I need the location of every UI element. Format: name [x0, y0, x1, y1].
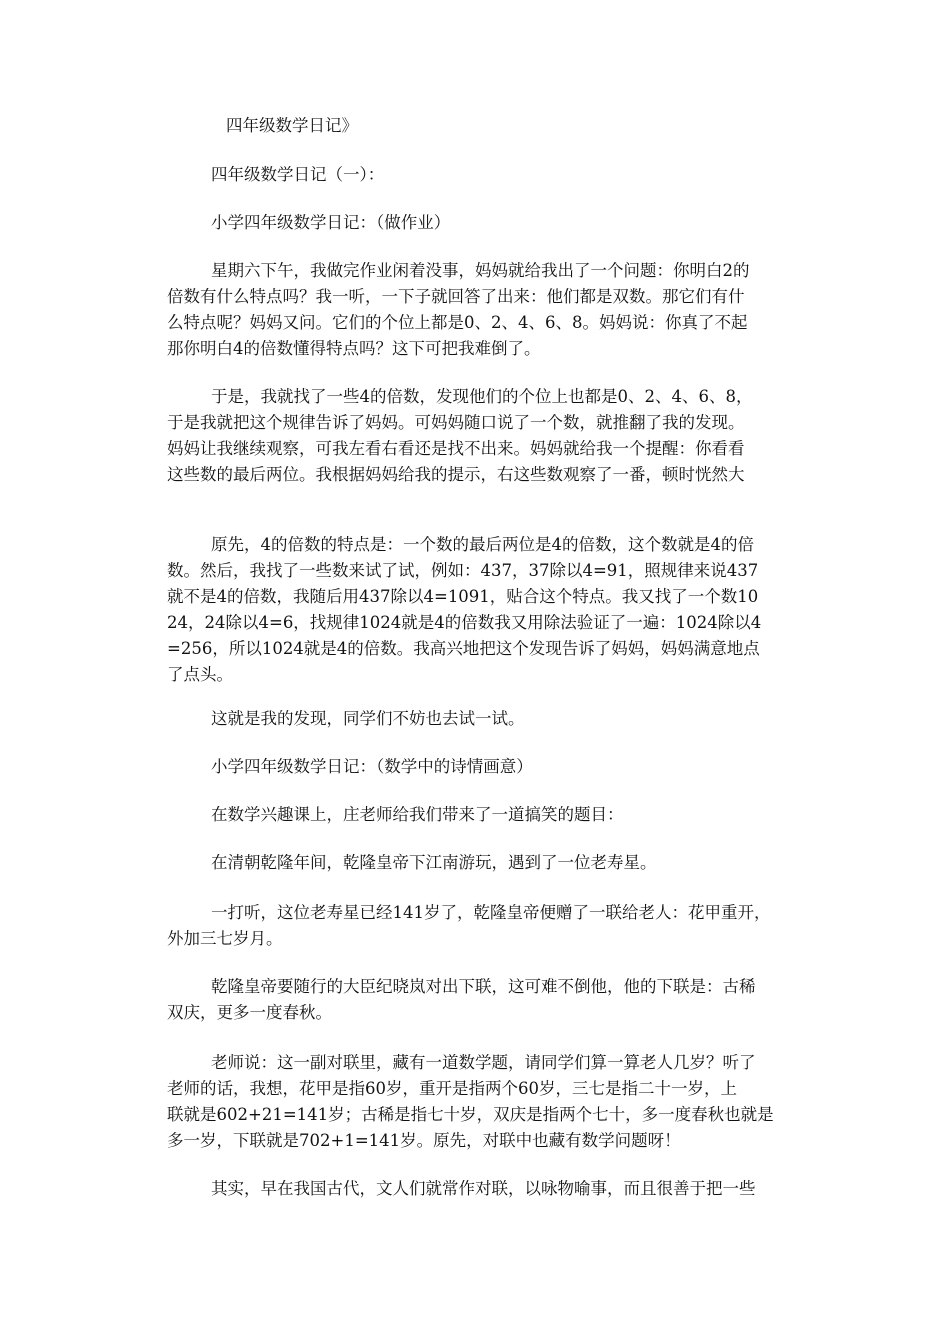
- paragraph-line: 老师的话，我想，花甲是指60岁，重开是指两个60岁，三七是指二十一岁，上: [167, 1079, 737, 1098]
- paragraph-line: 双庆，更多一度春秋。: [167, 1003, 332, 1022]
- paragraph-line: 24，24除以4=6，找规律1024就是4的倍数我又用除法验证了一遍：1024除以4: [167, 613, 762, 632]
- paragraph-line: 于是，我就找了一些4的倍数，发现他们的个位上也都是0、2、4、6、8，: [211, 387, 753, 406]
- section-heading-poetry: 小学四年级数学日记：（数学中的诗情画意）: [211, 757, 533, 776]
- paragraph-line: 妈妈让我继续观察，可我左看右看还是找不出来。妈妈就给我一个提醒：你看看: [167, 439, 745, 458]
- paragraph-line: 了点头。: [167, 665, 233, 684]
- paragraph-line: 那你明白4的倍数懂得特点吗？这下可把我难倒了。: [167, 339, 541, 358]
- paragraph-line: 这些数的最后两位。我根据妈妈给我的提示，右这些数观察了一番，顿时恍然大: [167, 465, 745, 484]
- paragraph-line: =256，所以1024就是4的倍数。我高兴地把这个发现告诉了妈妈，妈妈满意地点: [167, 639, 760, 658]
- section-heading-homework: 小学四年级数学日记：（做作业）: [211, 213, 451, 232]
- paragraph-line: 原先，4的倍数的特点是：一个数的最后两位是4的倍数，这个数就是4的倍: [211, 535, 754, 554]
- paragraph-line: 星期六下午，我做完作业闲着没事，妈妈就给我出了一个问题：你明白2的: [211, 261, 750, 280]
- paragraph-ancient-couplets: 其实，早在我国古代，文人们就常作对联，以咏物喻事，而且很善于把一些: [211, 1179, 756, 1198]
- paragraph-line: 数。然后，我找了一些数来试了试，例如：437，37除以4=91，照规律来说437: [167, 561, 759, 580]
- paragraph-line: 一打听，这位老寿星已经141岁了，乾隆皇帝便赠了一联给老人：花甲重开，: [211, 903, 771, 922]
- paragraph-line: 联就是602+21=141岁；古稀是指七十岁，双庆是指两个七十，多一度春秋也就是: [167, 1105, 774, 1124]
- paragraph-line: 多一岁，下联就是702+1=141岁。原先，对联中也藏有数学问题呀！: [167, 1131, 681, 1150]
- paragraph-line: 于是我就把这个规律告诉了妈妈。可妈妈随口说了一个数，就推翻了我的发现。: [167, 413, 745, 432]
- paragraph-line: 外加三七岁月。: [167, 929, 283, 948]
- paragraph-line: 么特点呢？妈妈又问。它们的个位上都是0、2、4、6、8。妈妈说：你真了不起: [167, 313, 748, 332]
- document-title: 四年级数学日记》: [226, 116, 358, 135]
- paragraph-line: 老师说：这一副对联里，藏有一道数学题，请同学们算一算老人几岁？听了: [211, 1053, 756, 1072]
- document-subtitle: 四年级数学日记（一）：: [211, 165, 385, 184]
- paragraph-line: 乾隆皇帝要随行的大臣纪晓岚对出下联，这可难不倒他，他的下联是：古稀: [211, 977, 756, 996]
- paragraph-discovery: 这就是我的发现，同学们不妨也去试一试。: [211, 709, 525, 728]
- paragraph-line: 倍数有什么特点吗？我一听，一下子就回答了出来：他们都是双数。那它们有什: [167, 287, 745, 306]
- paragraph-interest-class: 在数学兴趣课上，庄老师给我们带来了一道搞笑的题目：: [211, 805, 624, 824]
- paragraph-line: 就不是4的倍数，我随后用437除以4=1091，贴合这个特点。我又找了一个数10: [167, 587, 759, 606]
- paragraph-qianlong: 在清朝乾隆年间，乾隆皇帝下江南游玩，遇到了一位老寿星。: [211, 853, 657, 872]
